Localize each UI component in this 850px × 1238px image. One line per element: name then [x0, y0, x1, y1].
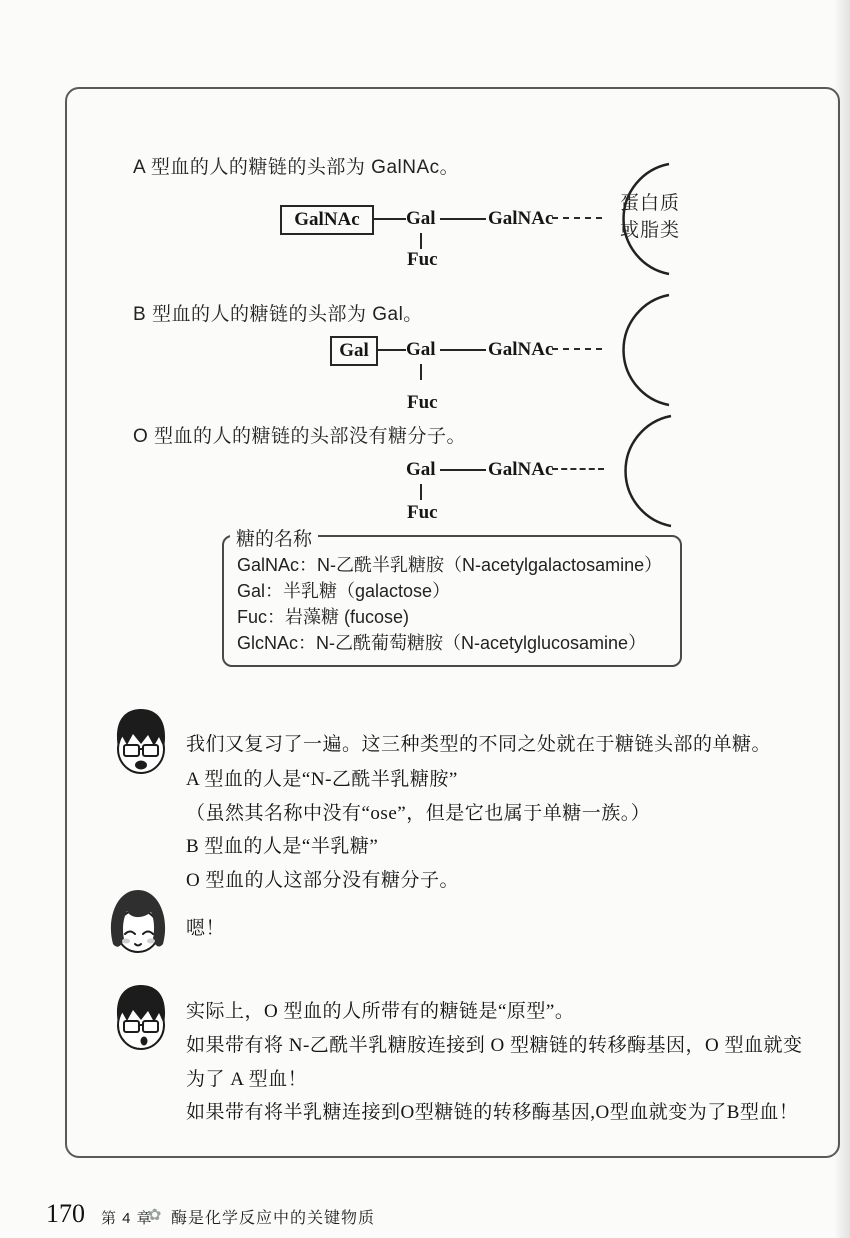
- footer-chapter: 第 4 章: [101, 1210, 153, 1227]
- chain-a-node-fuc: Fuc: [407, 249, 438, 270]
- glossary-entry-glcnac: GlcNAc：N-乙酰葡萄糖胺（N-acetylglucosamine）: [237, 633, 647, 653]
- chain-o-node-fuc: Fuc: [407, 502, 438, 523]
- chain-b-branch-line: [420, 364, 422, 380]
- chain-b-link-2: [440, 349, 486, 351]
- chain-o-dashed-link: [552, 468, 604, 470]
- membrane-arc-icon: [602, 291, 672, 409]
- chain-a-head-box: GalNAc: [280, 205, 374, 235]
- scan-edge-shadow: [834, 0, 850, 1238]
- chain-o-node-galnac: GalNAc: [488, 459, 554, 480]
- sugar-names-list: [237, 552, 662, 656]
- page-number: 170: [46, 1199, 85, 1228]
- dialogue-line: 我们又复习了一遍。这三种类型的不同之处就在于糖链头部的单糖。: [186, 734, 772, 755]
- footer-chapter-title: 酶是化学反应中的关键物质: [171, 1210, 376, 1227]
- chain-b-node-galnac: GalNAc: [488, 339, 554, 360]
- chain-o-branch-line: [420, 484, 422, 500]
- dialogue-line: 如果带有将半乳糖连接到O型糖链的转移酶基因,O型血就变为了B型血！: [186, 1102, 799, 1123]
- male-face-icon: [110, 982, 172, 1054]
- female-face-icon: [106, 886, 170, 960]
- chain-a-branch-line: [420, 233, 422, 249]
- dialogue-line: 如果带有将 N-乙酰半乳糖胺连接到 O 型糖链的转移酶基因，O 型血就变: [186, 1035, 803, 1056]
- chapter-flower-icon: ✿: [148, 1207, 162, 1224]
- chain-a-node-galnac: GalNAc: [488, 208, 554, 229]
- male-face-icon: [110, 706, 172, 778]
- sugar-names-box-title: 糖的名称: [230, 524, 318, 551]
- chain-o-node-gal: Gal: [406, 459, 436, 480]
- dialogue-line: （虽然其名称中没有“ose”，但是它也属于单糖一族。）: [186, 803, 651, 824]
- glossary-entry-gal: Gal：半乳糖（galactose）: [237, 581, 451, 601]
- chain-a-link-1: [372, 218, 406, 220]
- dialogue-line: B 型血的人是“半乳糖”: [186, 836, 379, 857]
- glossary-entry-galnac: GalNAc：N-乙酰半乳糖胺（N-acetylgalactosamine）: [237, 555, 663, 575]
- dialogue-line: 实际上，O 型血的人所带有的糖链是“原型”。: [186, 1001, 575, 1022]
- chain-a-node-gal: Gal: [406, 208, 436, 229]
- chain-b-node-fuc: Fuc: [407, 392, 438, 413]
- section-b-heading: B 型血的人的糖链的头部为 Gal。: [133, 304, 423, 325]
- section-a-heading: A 型血的人的糖链的头部为 GalNAc。: [133, 157, 460, 178]
- chain-b-node-gal: Gal: [406, 339, 436, 360]
- section-o-heading: O 型血的人的糖链的头部没有糖分子。: [133, 426, 467, 447]
- dialogue-line: O 型血的人这部分没有糖分子。: [186, 870, 459, 891]
- glossary-entry-fuc: Fuc：岩藻糖 (fucose): [237, 607, 410, 627]
- dialogue-line: 嗯！: [186, 918, 226, 939]
- dialogue-line: 为了 A 型血！: [186, 1069, 308, 1090]
- membrane-target-line2: 或脂类: [620, 220, 681, 241]
- membrane-arc-icon: [604, 412, 674, 530]
- membrane-target-label: [620, 190, 680, 244]
- chain-o-link: [440, 469, 486, 471]
- chain-a-link-2: [440, 218, 486, 220]
- chain-b-dashed-link: [552, 348, 602, 350]
- chain-b-link-1: [376, 349, 406, 351]
- chain-a-dashed-link: [552, 217, 602, 219]
- chain-b-head-box: Gal: [330, 336, 378, 366]
- membrane-target-line1: 蛋白质: [620, 193, 681, 214]
- dialogue-line: A 型血的人是“N-乙酰半乳糖胺”: [186, 769, 458, 790]
